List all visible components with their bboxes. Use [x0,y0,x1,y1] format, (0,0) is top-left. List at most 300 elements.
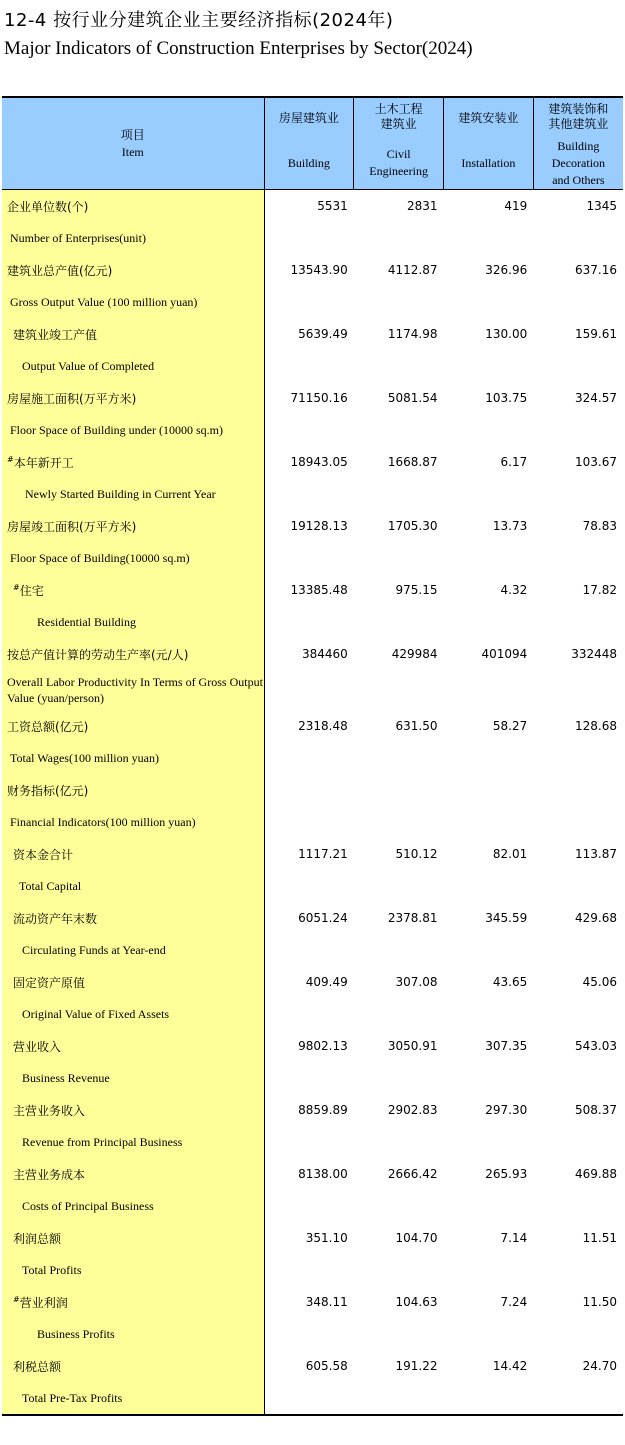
value-cell [533,478,623,510]
value-cell [533,998,623,1030]
table-row [2,1190,623,1222]
value-cell [533,1062,623,1094]
row-label-text: Original Value of Fixed Assets [22,1006,170,1021]
row-label-cell [2,350,264,382]
row-label [7,198,88,215]
row-label-cell [2,1254,264,1286]
table-row [2,510,623,542]
row-label-cell [2,1286,264,1318]
value-cell: 975.15 [395,583,438,597]
header-col-cn: 建筑安装业 [458,111,519,125]
table-row [2,1158,623,1190]
row-label-text: Newly Started Building in Current Year [25,486,216,501]
value-cell [354,1254,444,1286]
value-cell: 419 [504,199,528,213]
value-cell: 104.63 [395,1295,438,1309]
value-cell: 17.82 [582,583,617,597]
value-cell: 345.59 [485,911,528,925]
row-label-cell [2,478,264,510]
row-label-text: Revenue from Principal Business [22,1134,183,1149]
value-cell [264,1382,354,1415]
table-row [2,606,623,638]
row-label-cell [2,542,264,574]
table-row [2,998,623,1030]
table-row [2,1254,623,1286]
value-cell: 19128.13 [290,519,348,533]
row-label [7,1007,169,1022]
row-label-text: 建筑业竣工产值 [13,327,98,342]
value-cell [444,1190,534,1222]
row-label-text: 建筑业总产值(亿元) [7,263,113,278]
value-cell [264,870,354,902]
value-cell [533,606,623,638]
value-cell: 11.50 [582,1295,617,1309]
row-label [7,615,136,630]
header-col-cn: 建筑业 [380,117,417,131]
value-cell [444,774,534,806]
row-label-cell [2,742,264,774]
value-cell: 2318.48 [298,719,348,733]
value-cell: 5639.49 [298,327,348,341]
value-cell [354,1382,444,1415]
value-cell [444,222,534,254]
value-cell: 429.68 [575,911,617,925]
value-cell [354,870,444,902]
value-cell: 58.27 [492,719,528,733]
value-cell: 297.30 [485,1103,528,1117]
table-row [2,806,623,838]
header-col-cn: 土木工程 [374,102,423,116]
row-label-text: 营业收入 [13,1039,62,1054]
value-cell [264,774,354,806]
row-label-text: Floor Space of Building(10000 sq.m) [10,550,190,565]
value-cell: 3050.91 [387,1039,438,1053]
value-cell [533,1318,623,1350]
row-label-cell [2,1318,264,1350]
value-cell [444,1382,534,1415]
row-label [7,1166,85,1183]
row-label-cell [2,1062,264,1094]
row-label [7,1391,122,1406]
row-label-cell [2,710,264,742]
table-row [2,1126,623,1158]
table-row [2,574,623,606]
table-row [2,254,623,286]
table-row [2,670,623,710]
value-cell [264,1126,354,1158]
value-cell [533,542,623,574]
row-label [7,879,81,894]
row-label-cell [2,574,264,606]
row-label [7,390,136,407]
row-label-cell [2,1382,264,1415]
value-cell [533,1382,623,1415]
row-label-cell [2,1158,264,1190]
row-label-text: Total Wages(100 million yuan) [10,750,159,765]
row-label [7,1102,85,1119]
value-cell: 4112.87 [387,263,438,277]
row-label [7,1327,115,1342]
table-row [2,774,623,806]
row-label [7,582,44,599]
value-cell [354,1318,444,1350]
value-cell [264,286,354,318]
value-cell [354,286,444,318]
row-label-text: Business Profits [37,1326,115,1341]
row-marker: # [13,582,20,592]
value-cell: 45.06 [582,975,617,989]
value-cell [444,1318,534,1350]
value-cell [444,350,534,382]
header-item-en: Item [121,145,144,159]
value-cell [264,478,354,510]
row-label-cell [2,286,264,318]
row-label-cell [2,1126,264,1158]
row-label-text: 固定资产原值 [13,975,86,990]
value-cell: 1117.21 [298,847,348,861]
value-cell [354,1126,444,1158]
row-label-cell [2,774,264,806]
value-cell: 14.42 [492,1359,528,1373]
row-label [7,751,159,766]
row-label-cell [2,606,264,638]
row-marker: # [7,454,14,464]
row-label-text: Circulating Funds at Year-end [22,942,166,957]
value-cell [533,1190,623,1222]
value-cell: 1668.87 [387,455,438,469]
value-cell [533,774,623,806]
value-cell [533,350,623,382]
table-row [2,934,623,966]
value-cell: 6051.24 [298,911,348,925]
table-row [2,478,623,510]
value-cell [444,1062,534,1094]
value-cell [533,222,623,254]
header-col-cn: 其他建筑业 [548,117,609,131]
row-label-text: 主营业务收入 [13,1103,86,1118]
value-cell: 631.50 [395,719,438,733]
row-label-cell [2,222,264,254]
table-row [2,710,623,742]
row-label [7,1135,182,1150]
row-label [7,551,190,566]
header-item-cn: 项目 [120,128,145,142]
value-cell [354,670,444,710]
value-cell [533,742,623,774]
row-label-cell [2,998,264,1030]
row-label-text: 房屋竣工面积(万平方米) [7,519,137,534]
value-cell [354,934,444,966]
value-cell [533,670,623,710]
row-label-cell [2,670,264,710]
row-label [7,846,73,863]
row-label-cell [2,966,264,998]
row-label-text: Output Value of Completed [22,358,155,373]
table-row [2,1094,623,1126]
row-label-text: 主营业务成本 [13,1167,86,1182]
row-label-cell [2,838,264,870]
row-marker: # [13,1294,20,1304]
value-cell [264,806,354,838]
header-col-en: Engineering [369,164,428,178]
table-row [2,870,623,902]
value-cell: 429984 [391,647,438,661]
table-row [2,966,623,998]
value-cell [533,870,623,902]
value-cell: 103.75 [485,391,528,405]
row-label [7,1358,61,1375]
value-cell [444,1254,534,1286]
row-label-text: 住宅 [19,583,44,598]
indicators-table [2,96,623,1416]
table-row [2,414,623,446]
value-cell [444,870,534,902]
value-cell [264,742,354,774]
value-cell [264,1254,354,1286]
value-cell: 510.12 [395,847,438,861]
row-label [7,974,85,991]
table-row [2,1222,623,1254]
value-cell [444,934,534,966]
value-cell [264,1062,354,1094]
value-cell: 6.17 [500,455,528,469]
value-cell [264,350,354,382]
header-item [2,97,264,190]
table-row [2,838,623,870]
row-label-text: Gross Output Value (100 million yuan) [10,294,198,309]
value-cell [264,934,354,966]
row-label-text: 利税总额 [13,1359,62,1374]
value-cell: 7.14 [500,1231,528,1245]
value-cell: 637.16 [575,263,617,277]
row-label-cell [2,1222,264,1254]
row-label-text: Financial Indicators(100 million yuan) [10,814,196,829]
value-cell [354,222,444,254]
value-cell: 409.49 [305,975,348,989]
value-cell: 324.57 [575,391,617,405]
value-cell: 9802.13 [298,1039,348,1053]
value-cell [264,606,354,638]
value-cell [533,1126,623,1158]
value-cell: 43.65 [492,975,528,989]
row-label-cell [2,414,264,446]
row-label-text: Residential Building [37,614,136,629]
value-cell [354,806,444,838]
value-cell: 130.00 [485,327,528,341]
table-body [2,190,623,1416]
row-label [7,518,136,535]
row-label-cell [2,870,264,902]
value-cell [354,414,444,446]
value-cell: 332448 [571,647,617,661]
row-label [7,359,154,374]
value-cell: 8859.89 [298,1103,348,1117]
value-cell [354,1190,444,1222]
value-cell: 307.08 [395,975,438,989]
header-col-en: Decoration [551,156,606,170]
value-cell: 543.03 [575,1039,617,1053]
value-cell [354,774,444,806]
value-cell [354,742,444,774]
value-cell: 7.24 [500,1295,528,1309]
value-cell [354,998,444,1030]
value-cell [264,222,354,254]
row-label [7,718,88,735]
table-row [2,350,623,382]
row-label [7,262,112,279]
value-cell [444,806,534,838]
row-label [7,1199,154,1214]
row-label-cell [2,382,264,414]
table-row [2,446,623,478]
table-row [2,222,623,254]
row-label [7,782,88,799]
header-col-en: and Others [552,173,605,187]
row-label [7,454,74,471]
row-label-text: Number of Enterprises(unit) [10,230,146,245]
value-cell [354,606,444,638]
value-cell: 8138.00 [298,1167,348,1181]
row-label [7,943,166,958]
row-label-cell [2,318,264,350]
value-cell [444,998,534,1030]
header-col-en: Civil [386,147,411,161]
value-cell: 82.01 [492,847,528,861]
value-cell: 265.93 [485,1167,528,1181]
row-label-text: 本年新开工 [13,455,74,470]
value-cell: 191.22 [395,1359,438,1373]
row-label [7,1038,61,1055]
row-label [7,1263,82,1278]
header-col-en: Building [557,139,600,153]
header-civil-engineering [354,97,444,190]
value-cell: 401094 [481,647,528,661]
value-cell: 13.73 [492,519,528,533]
row-label [7,815,196,830]
row-label [7,231,146,246]
header-col-cn: 房屋建筑业 [278,111,339,125]
value-cell: 11.51 [582,1231,617,1245]
value-cell [264,1318,354,1350]
row-label-cell [2,254,264,286]
row-label-cell [2,902,264,934]
row-label [7,423,223,438]
row-label-text: 按总产值计算的劳动生产率(元/人) [7,647,189,662]
row-label-text: 资本金合计 [13,847,74,862]
row-label-text: Floor Space of Building under (10000 sq.m) [10,422,223,437]
row-label-text: 财务指标(亿元) [7,783,89,798]
row-label-text: 流动资产年末数 [13,911,98,926]
table-row [2,542,623,574]
table-row [2,286,623,318]
value-cell [354,350,444,382]
table-row [2,382,623,414]
row-label [7,910,97,927]
value-cell: 2666.42 [387,1167,438,1181]
row-label-cell [2,934,264,966]
row-label-cell [2,1190,264,1222]
header-building [264,97,354,190]
row-label-text: Business Revenue [22,1070,110,1085]
value-cell [444,414,534,446]
row-label-text: Total Pre-Tax Profits [22,1390,123,1405]
header-installation [444,97,534,190]
value-cell: 5081.54 [387,391,438,405]
value-cell: 5531 [317,199,348,213]
value-cell [264,670,354,710]
row-label-cell [2,510,264,542]
value-cell: 13385.48 [290,583,348,597]
table-row [2,638,623,670]
value-cell: 1345 [586,199,617,213]
value-cell: 384460 [301,647,348,661]
table-row [2,1062,623,1094]
table-row [2,1382,623,1415]
value-cell [444,478,534,510]
table-row [2,318,623,350]
header-decoration [533,97,623,190]
table-title-en: Major Indicators of Construction Enterprises by Sector(2024) [4,38,473,59]
value-cell: 71150.16 [290,391,348,405]
value-cell [533,1254,623,1286]
table-row [2,1318,623,1350]
value-cell: 24.70 [582,1359,617,1373]
value-cell: 1174.98 [387,327,438,341]
value-cell [533,414,623,446]
row-label-cell [2,190,264,223]
value-cell: 159.61 [575,327,617,341]
row-label-text: 房屋施工面积(万平方米) [7,391,137,406]
value-cell: 18943.05 [290,455,348,469]
value-cell: 113.87 [575,847,617,861]
value-cell: 104.70 [395,1231,438,1245]
row-label-text: 利润总额 [13,1231,62,1246]
row-label-cell [2,638,264,670]
value-cell [444,742,534,774]
table-row [2,902,623,934]
value-cell: 508.37 [575,1103,617,1117]
row-label [7,1294,68,1311]
header-col-en: Building [287,156,330,170]
value-cell [533,286,623,318]
row-label-text: 营业利润 [19,1295,68,1310]
value-cell: 1705.30 [387,519,438,533]
table-row [2,1286,623,1318]
value-cell [354,542,444,574]
table-title-cn: 12-4 按行业分建筑企业主要经济指标(2024年) [4,10,394,31]
value-cell: 2831 [406,199,438,213]
value-cell: 348.11 [305,1295,348,1309]
table-row [2,1350,623,1382]
value-cell [444,542,534,574]
value-cell: 469.88 [575,1167,617,1181]
row-label-text: Total Profits [22,1262,82,1277]
header-row [2,97,623,190]
value-cell: 326.96 [485,263,528,277]
value-cell [354,478,444,510]
table-row [2,190,623,223]
row-label-cell [2,1030,264,1062]
row-label-text: Overall Labor Productivity In Terms of Gross Output Value (yuan/person) [7,675,263,705]
row-label-cell [2,806,264,838]
value-cell: 2902.83 [387,1103,438,1117]
value-cell [444,1126,534,1158]
header-col-cn: 建筑装饰和 [548,102,609,116]
table-row [2,742,623,774]
value-cell [354,1062,444,1094]
value-cell: 605.58 [305,1359,348,1373]
value-cell: 128.68 [575,719,617,733]
